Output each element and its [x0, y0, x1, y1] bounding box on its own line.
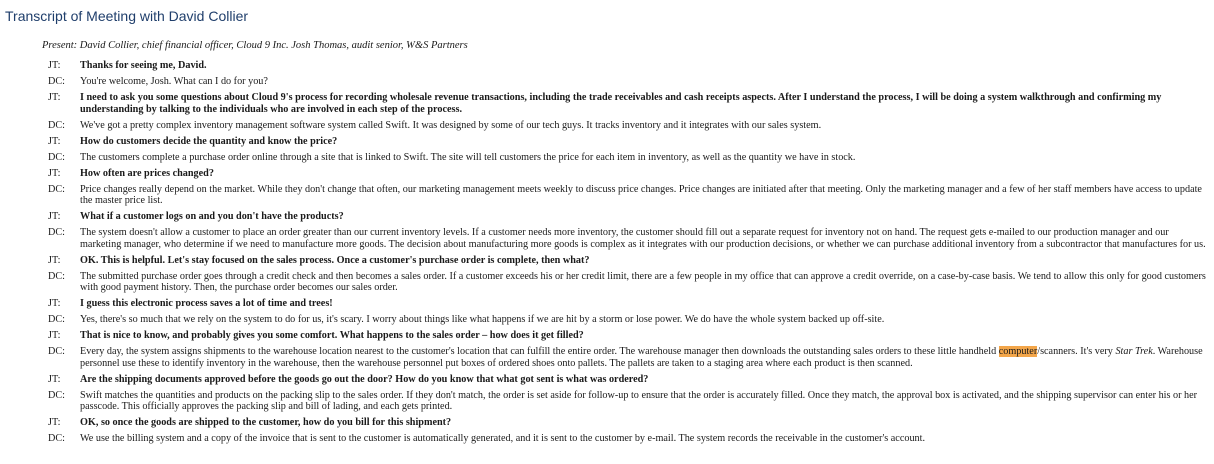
transcript-line	[0, 76, 1214, 88]
line-text: Thanks for seeing me, David.	[80, 60, 207, 71]
transcript-line	[0, 314, 1214, 326]
speaker-label: JT:	[48, 330, 61, 341]
highlighted-word[interactable]: computer	[998, 346, 1038, 357]
transcript-line	[0, 330, 1214, 342]
line-text: Price changes really depend on the market. While they don't change that often, our marketing management meets weekly to discuss price changes. Price changes are initiated after that meeting. Only the marketing manager and a few of her staff members have access to update the master price list.	[80, 183, 1202, 206]
speaker-label: DC:	[48, 119, 65, 131]
speaker-label: JT:	[48, 373, 61, 385]
speaker-label: JT:	[48, 92, 61, 103]
speaker-label: DC:	[48, 183, 65, 195]
speaker-label: JT:	[48, 135, 61, 147]
transcript-line	[0, 374, 1214, 386]
speaker-label: JT:	[48, 298, 61, 309]
speaker-label: JT:	[48, 60, 61, 71]
line-text: We use the billing system and a copy of the invoice that is sent to the customer is automatically generated, and it is sent to the customer by e-mail. The system records the receivable in the customer's account.	[80, 433, 926, 444]
transcript-line	[0, 346, 1214, 369]
transcript-line	[0, 227, 1214, 250]
transcript-line	[0, 255, 1214, 267]
speaker-label: DC:	[48, 389, 65, 401]
line-text: OK. This is helpful. Let's stay focused on the sales process. Once a customer's purchase order is complete, then what?	[80, 254, 590, 266]
transcript-line	[0, 168, 1214, 180]
line-text: I guess this electronic process saves a lot of time and trees!	[80, 298, 333, 309]
line-text: Swift matches the quantities and products on the packing slip to the sales order. If they don't match, the order is set aside for follow-up to ensure that the order is accurately filled. Once they match, the approval box is activated, and the shipping supervisor can enter his or her passcode. This officially approves the packing slip and bill of lading, and each gets printed.	[80, 389, 1198, 412]
speaker-label: DC:	[48, 227, 65, 238]
transcript-line	[0, 184, 1214, 207]
line-text: How do customers decide the quantity and know the price?	[80, 135, 338, 147]
transcript-line	[0, 136, 1214, 148]
transcript-line	[0, 271, 1214, 294]
speaker-label: JT:	[48, 417, 61, 428]
transcript-line	[0, 92, 1214, 115]
line-text: The submitted purchase order goes through a credit check and then becomes a sales order. If a customer exceeds his or her credit limit, there are a few people in my office that can approve a credit override, on a case-by-case basis. We tend to allow this only for good customers with good payment history. Then, the purchase order becomes our sales order.	[80, 270, 1206, 293]
italic-phrase: Star Trek	[1115, 346, 1153, 357]
line-text-part: /scanners. It's very	[1037, 346, 1116, 357]
line-text: The system doesn't allow a customer to place an order greater than our current inventory levels. If a customer needs more inventory, the customer should fill out a separate request for inventory not on hand. The request gets e-mailed to our production manager and our marketing manager, who determine if we need to manufacture more goods. The decision about manufacturing more goods is complex as it integrates with our production decisions, or whether we can purchase additional inventory from a subcontractor that manufactures for us.	[80, 227, 1206, 250]
transcript-line	[0, 60, 1214, 72]
transcript-line	[0, 298, 1214, 310]
line-text: We've got a pretty complex inventory management software system called Swift. It was designed by some of our tech guys. It tracks inventory and it integrates with our sales system.	[80, 119, 822, 131]
line-text-part: . Warehouse personnel use these to identify inventory in the warehouse, then the warehouse personnel put boxes of ordered shoes onto pallets. The pallets are taken to a staging area where each product is then scanned.	[80, 346, 1203, 369]
transcript-line	[0, 211, 1214, 223]
transcript-line	[0, 120, 1214, 132]
line-text: You're welcome, Josh. What can I do for you?	[80, 76, 268, 87]
line-text: What if a customer logs on and you don't have the products?	[80, 211, 344, 222]
attendees-line: Present: David Collier, chief financial officer, Cloud 9 Inc. Josh Thomas, audit senior, W&S Partners	[42, 40, 468, 51]
transcript-line	[0, 390, 1214, 413]
speaker-label: DC:	[48, 76, 65, 87]
line-text: Yes, there's so much that we rely on the system to do for us, it's scary. I worry about things like what happens if we are hit by a storm or lose power. We do have the whole system backed up off-site.	[80, 314, 885, 325]
document-title: Transcript of Meeting with David Collier	[5, 8, 249, 24]
line-text: OK, so once the goods are shipped to the customer, how do you bill for this shipment?	[80, 417, 452, 428]
speaker-label: DC:	[48, 346, 65, 357]
speaker-label: JT:	[48, 254, 61, 266]
speaker-label: DC:	[48, 270, 65, 282]
line-text: How often are prices changed?	[80, 167, 214, 179]
line-text: The customers complete a purchase order online through a site that is linked to Swift. The site will tell customers the price for each item in inventory, as well as the quantity we have in stock.	[80, 151, 856, 163]
transcript-body	[0, 60, 1214, 449]
line-text: I need to ask you some questions about Cloud 9's process for recording wholesale revenue transactions, including the trade receivables and cash receipts aspects. After I understand the process, I will be doing a system walkthrough and confirming my understanding by talking to the individuals who are involved in each step of the process.	[80, 92, 1162, 115]
line-text: That is nice to know, and probably gives you some comfort. What happens to the sales order – how does it get filled?	[80, 330, 584, 341]
line-text: Are the shipping documents approved before the goods go out the door? How do you know that what got sent is what was ordered?	[80, 373, 649, 385]
speaker-label: DC:	[48, 151, 65, 163]
line-text-part: Every day, the system assigns shipments to the warehouse location nearest to the customer's location that can fulfill the entire order. The warehouse manager then downloads the outstanding sales orders to these little handheld	[80, 346, 999, 357]
transcript-line	[0, 417, 1214, 429]
transcript-line	[0, 152, 1214, 164]
speaker-label: JT:	[48, 167, 61, 179]
speaker-label: DC:	[48, 433, 65, 444]
line-text	[80, 346, 1203, 369]
speaker-label: DC:	[48, 314, 65, 325]
speaker-label: JT:	[48, 211, 61, 222]
transcript-line	[0, 433, 1214, 445]
